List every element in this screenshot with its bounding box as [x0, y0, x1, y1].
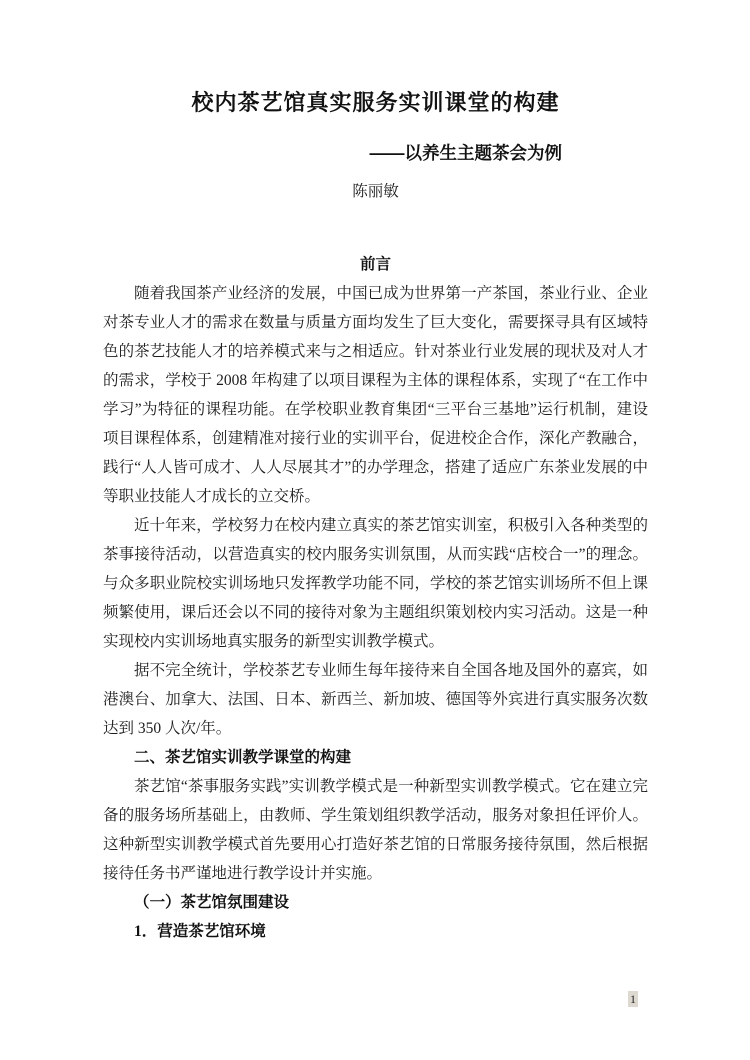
page-number-field: 1: [630, 992, 636, 1006]
point-heading-1: 1．营造茶艺馆环境: [134, 923, 266, 940]
doc-title: 校内茶艺馆真实服务实训课堂的构建: [191, 90, 560, 115]
doc-author: 陈丽敏: [352, 183, 399, 200]
section-heading-2: 二、茶艺馆实训教学课堂的构建: [134, 749, 352, 766]
paragraph-section2-1: 茶艺馆“茶事服务实践”实训教学模式是一种新型实训教学模式。它在建立完备的服务场所基础上，由教师、学生策划组织教学活动，服务对象担任评价人。这种新型实训教学模式首先要用心打造好茶艺馆的日常服务接待氛围，然后根据接待任务书严谨地进行教学设计并实施。: [103, 778, 648, 882]
paragraph-intro-3: 据不完全统计，学校茶艺专业师生每年接待来自全国各地及国外的嘉宾，如港澳台、加拿大、法国、日本、新西兰、新加坡、德国等外宾进行真实服务次数达到 350 人次/年。: [103, 662, 648, 737]
foreword-heading: 前言: [359, 256, 391, 273]
document-content: [103, 0, 648, 946]
paragraph-intro-2: 近十年来，学校努力在校内建立真实的茶艺馆实训室，积极引入各种类型的茶事接待活动，以营造真实的校内服务实训氛围，从而实践“店校合一”的理念。与众多职业院校实训场地只发挥教学功能不同，学校的茶艺馆实训场所不但上课频繁使用，课后还会以不同的接待对象为主题组织策划校内实习活动。这是一种实现校内实训场地真实服务的新型实训教学模式。: [103, 517, 648, 650]
paragraph-intro-1: 随着我国茶产业经济的发展，中国已成为世界第一产茶国，茶业行业、企业对茶专业人才的需求在数量与质量方面均发生了巨大变化，需要探寻具有区域特色的茶艺技能人才的培养模式来与之相适应。针对茶业行业发展的现状及对人才的需求，学校于 2008 年构建了以项目课程为主体的课程体系，实现了“在工作中学习”为特征的课程功能。在学校职业教育集团“三平台三基地”运行机制，建设项目课程体系，创建精准对接行业的实训平台，促进校企合作，深化产教融合，践行“人人皆可成才、人人尽展其才”的办学理念，搭建了适应广东茶业发展的中等职业技能人才成长的立交桥。: [103, 285, 648, 505]
subsection-heading-1: （一）茶艺馆氛围建设: [134, 894, 290, 911]
doc-subtitle: ——以养生主题茶会为例: [369, 143, 562, 163]
